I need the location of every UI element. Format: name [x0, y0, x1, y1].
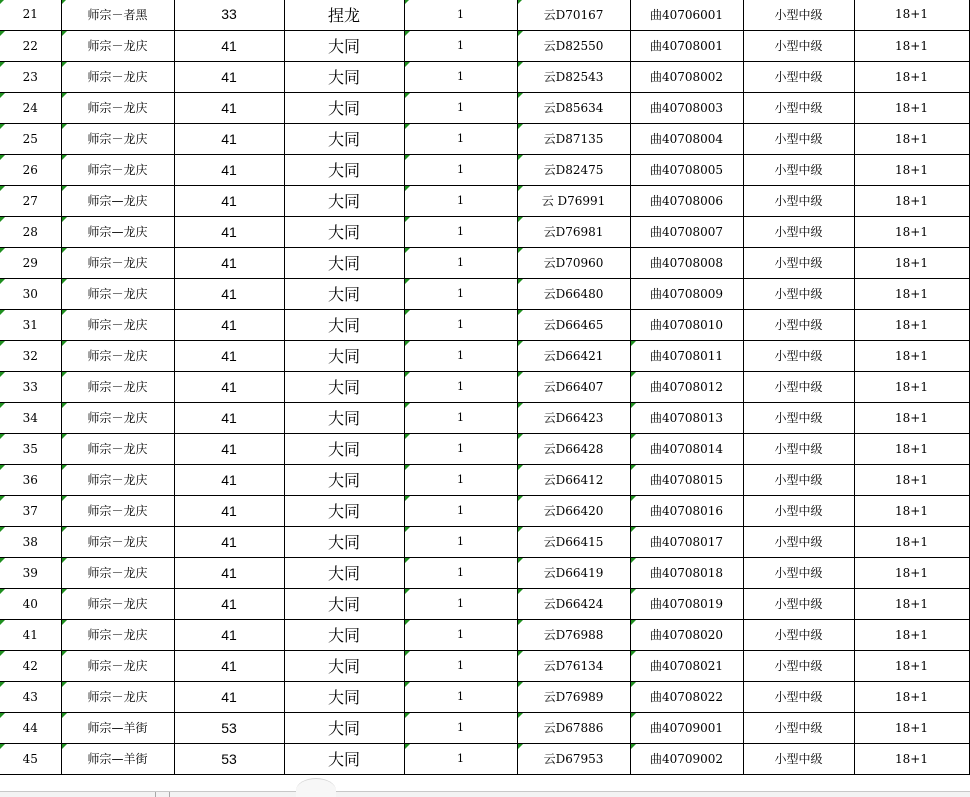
cell-seats[interactable]: 18+1 [854, 61, 969, 92]
table-row [0, 712, 969, 743]
cell-dest[interactable]: 大同 [284, 743, 404, 774]
cell-plate[interactable]: 云D82543 [517, 61, 630, 92]
cell-plate[interactable]: 云D66415 [517, 526, 630, 557]
cell-permit[interactable]: 曲40708004 [630, 123, 743, 154]
cell-permit[interactable]: 曲40708019 [630, 588, 743, 619]
cell-type[interactable]: 小型中级 [743, 92, 854, 123]
cell-dist[interactable]: 41 [174, 402, 284, 433]
cell-route[interactable]: 师宗—龙庆 [61, 216, 174, 247]
cell-count[interactable]: 1 [404, 712, 517, 743]
cell-dist[interactable]: 41 [174, 495, 284, 526]
cell-route[interactable]: 师宗－龙庆 [61, 309, 174, 340]
cell-count[interactable]: 1 [404, 123, 517, 154]
table-row [0, 650, 969, 681]
cell-plate[interactable]: 云D76981 [517, 216, 630, 247]
cell-route[interactable]: 师宗－龙庆 [61, 154, 174, 185]
cell-seats[interactable]: 18+1 [854, 557, 969, 588]
cell-plate[interactable]: 云D70167 [517, 0, 630, 30]
cell-route[interactable]: 师宗－龙庆 [61, 92, 174, 123]
cell-no[interactable]: 26 [0, 154, 61, 185]
column-marker [155, 792, 156, 797]
cell-count[interactable]: 1 [404, 495, 517, 526]
cell-type[interactable]: 小型中级 [743, 185, 854, 216]
cell-dest[interactable]: 大同 [284, 30, 404, 61]
cell-dest[interactable]: 大同 [284, 216, 404, 247]
cell-permit[interactable]: 曲40708006 [630, 185, 743, 216]
cell-dest[interactable]: 大同 [284, 340, 404, 371]
cell-plate[interactable]: 云D66423 [517, 402, 630, 433]
cell-dist[interactable]: 41 [174, 123, 284, 154]
cell-permit[interactable]: 曲40708010 [630, 309, 743, 340]
cell-permit[interactable]: 曲40708013 [630, 402, 743, 433]
cell-seats[interactable]: 18+1 [854, 0, 969, 30]
cell-no[interactable]: 42 [0, 650, 61, 681]
table-row [0, 154, 969, 185]
cell-plate[interactable]: 云D67953 [517, 743, 630, 774]
cell-route[interactable]: 师宗－龙庆 [61, 557, 174, 588]
cell-seats[interactable]: 18+1 [854, 371, 969, 402]
cell-type[interactable]: 小型中级 [743, 216, 854, 247]
cell-route[interactable]: 师宗－龙庆 [61, 650, 174, 681]
cell-permit[interactable]: 曲40708001 [630, 30, 743, 61]
cell-route[interactable]: 师宗－龙庆 [61, 588, 174, 619]
cell-route[interactable]: 师宗—羊街 [61, 743, 174, 774]
table-row [0, 619, 969, 650]
cell-seats[interactable]: 18+1 [854, 154, 969, 185]
cell-count[interactable]: 1 [404, 681, 517, 712]
cell-type[interactable]: 小型中级 [743, 743, 854, 774]
cell-type[interactable]: 小型中级 [743, 464, 854, 495]
cell-plate[interactable]: 云D66480 [517, 278, 630, 309]
cell-plate[interactable]: 云D66465 [517, 309, 630, 340]
cell-no[interactable]: 25 [0, 123, 61, 154]
cell-route[interactable]: 师宗－龙庆 [61, 61, 174, 92]
table-row [0, 371, 969, 402]
table-row [0, 278, 969, 309]
cell-seats[interactable]: 18+1 [854, 309, 969, 340]
cell-permit[interactable]: 曲40708014 [630, 433, 743, 464]
cell-dist[interactable]: 41 [174, 92, 284, 123]
cell-no[interactable]: 37 [0, 495, 61, 526]
cell-dist[interactable]: 33 [174, 0, 284, 30]
cell-dist[interactable]: 53 [174, 712, 284, 743]
cell-dest[interactable]: 大同 [284, 681, 404, 712]
cell-permit[interactable]: 曲40708016 [630, 495, 743, 526]
cell-plate[interactable]: 云D66421 [517, 340, 630, 371]
cell-route[interactable]: 师宗－龙庆 [61, 247, 174, 278]
cell-count[interactable]: 1 [404, 433, 517, 464]
cell-permit[interactable]: 曲40708003 [630, 92, 743, 123]
cell-count[interactable]: 1 [404, 340, 517, 371]
cell-dist[interactable]: 41 [174, 216, 284, 247]
table-row [0, 123, 969, 154]
cell-count[interactable]: 1 [404, 526, 517, 557]
cell-plate[interactable]: 云D67886 [517, 712, 630, 743]
cell-permit[interactable]: 曲40708012 [630, 371, 743, 402]
table-row [0, 185, 969, 216]
cell-count[interactable]: 1 [404, 154, 517, 185]
cell-seats[interactable]: 18+1 [854, 433, 969, 464]
cell-seats[interactable]: 18+1 [854, 495, 969, 526]
cell-type[interactable]: 小型中级 [743, 712, 854, 743]
cell-dist[interactable]: 41 [174, 185, 284, 216]
cell-seats[interactable]: 18+1 [854, 216, 969, 247]
cell-no[interactable]: 44 [0, 712, 61, 743]
cell-plate[interactable]: 云D66420 [517, 495, 630, 526]
cell-type[interactable]: 小型中级 [743, 0, 854, 30]
cell-dist[interactable]: 41 [174, 681, 284, 712]
cell-dist[interactable]: 41 [174, 309, 284, 340]
cell-dist[interactable]: 53 [174, 743, 284, 774]
cell-route[interactable]: 师宗－龙庆 [61, 681, 174, 712]
cell-dest[interactable]: 大同 [284, 309, 404, 340]
cell-permit[interactable]: 曲40708015 [630, 464, 743, 495]
cell-dist[interactable]: 41 [174, 433, 284, 464]
cell-permit[interactable]: 曲40708008 [630, 247, 743, 278]
table-row [0, 340, 969, 371]
cell-seats[interactable]: 18+1 [854, 92, 969, 123]
cell-dest[interactable]: 大同 [284, 433, 404, 464]
table-row [0, 0, 969, 30]
cell-permit[interactable]: 曲40708017 [630, 526, 743, 557]
cell-route[interactable]: 师宗—龙庆 [61, 185, 174, 216]
cell-route[interactable]: 师宗－龙庆 [61, 123, 174, 154]
cell-seats[interactable]: 18+1 [854, 712, 969, 743]
cell-dest[interactable]: 大同 [284, 619, 404, 650]
cell-permit[interactable]: 曲40708005 [630, 154, 743, 185]
cell-dist[interactable]: 41 [174, 61, 284, 92]
table-row [0, 216, 969, 247]
cell-dest[interactable]: 大同 [284, 588, 404, 619]
table-row [0, 30, 969, 61]
cell-permit[interactable]: 曲40708002 [630, 61, 743, 92]
cell-permit[interactable]: 曲40708009 [630, 278, 743, 309]
cell-route[interactable]: 师宗－龙庆 [61, 619, 174, 650]
cell-permit[interactable]: 曲40709001 [630, 712, 743, 743]
cell-permit[interactable]: 曲40706001 [630, 0, 743, 30]
cell-dest[interactable]: 大同 [284, 371, 404, 402]
cell-plate[interactable]: 云D76989 [517, 681, 630, 712]
cell-no[interactable]: 38 [0, 526, 61, 557]
cell-dest[interactable]: 捏龙 [284, 0, 404, 30]
cell-dest[interactable]: 大同 [284, 495, 404, 526]
table-row [0, 309, 969, 340]
cell-dest[interactable]: 大同 [284, 185, 404, 216]
cell-route[interactable]: 师宗－龙庆 [61, 340, 174, 371]
cell-type[interactable]: 小型中级 [743, 278, 854, 309]
cell-seats[interactable]: 18+1 [854, 650, 969, 681]
cell-no[interactable]: 39 [0, 557, 61, 588]
cell-no[interactable]: 40 [0, 588, 61, 619]
cell-count[interactable]: 1 [404, 61, 517, 92]
cell-dest[interactable]: 大同 [284, 712, 404, 743]
table-row [0, 61, 969, 92]
cell-plate[interactable]: 云D87135 [517, 123, 630, 154]
cell-route[interactable]: 师宗－者黑 [61, 0, 174, 30]
cell-type[interactable]: 小型中级 [743, 681, 854, 712]
cell-no[interactable]: 43 [0, 681, 61, 712]
cell-route[interactable]: 师宗－龙庆 [61, 495, 174, 526]
cell-type[interactable]: 小型中级 [743, 340, 854, 371]
cell-plate[interactable]: 云D66412 [517, 464, 630, 495]
cell-no[interactable]: 24 [0, 92, 61, 123]
cell-permit[interactable]: 曲40708021 [630, 650, 743, 681]
cell-dest[interactable]: 大同 [284, 526, 404, 557]
table-row [0, 402, 969, 433]
cell-type[interactable]: 小型中级 [743, 154, 854, 185]
cell-seats[interactable]: 18+1 [854, 619, 969, 650]
cell-type[interactable]: 小型中级 [743, 61, 854, 92]
cell-dest[interactable]: 大同 [284, 123, 404, 154]
cell-count[interactable]: 1 [404, 30, 517, 61]
cell-dist[interactable]: 41 [174, 588, 284, 619]
cell-seats[interactable]: 18+1 [854, 278, 969, 309]
cell-type[interactable]: 小型中级 [743, 650, 854, 681]
cell-route[interactable]: 师宗－龙庆 [61, 371, 174, 402]
cell-no[interactable]: 31 [0, 309, 61, 340]
cell-no[interactable]: 30 [0, 278, 61, 309]
table-row [0, 681, 969, 712]
table-row [0, 495, 969, 526]
cell-seats[interactable]: 18+1 [854, 588, 969, 619]
cell-dist[interactable]: 41 [174, 30, 284, 61]
cell-dist[interactable]: 41 [174, 557, 284, 588]
cell-seats[interactable]: 18+1 [854, 464, 969, 495]
cell-dest[interactable]: 大同 [284, 278, 404, 309]
table-row [0, 464, 969, 495]
cell-type[interactable]: 小型中级 [743, 433, 854, 464]
cell-count[interactable]: 1 [404, 619, 517, 650]
cell-type[interactable]: 小型中级 [743, 402, 854, 433]
cell-dest[interactable]: 大同 [284, 247, 404, 278]
cell-no[interactable]: 35 [0, 433, 61, 464]
cell-dist[interactable]: 41 [174, 526, 284, 557]
cell-dist[interactable]: 41 [174, 464, 284, 495]
cell-route[interactable]: 师宗－龙庆 [61, 30, 174, 61]
cell-no[interactable]: 34 [0, 402, 61, 433]
cell-type[interactable]: 小型中级 [743, 30, 854, 61]
cell-seats[interactable]: 18+1 [854, 681, 969, 712]
cell-dist[interactable]: 41 [174, 278, 284, 309]
cell-plate[interactable]: 云D76988 [517, 619, 630, 650]
cell-permit[interactable]: 曲40708011 [630, 340, 743, 371]
scroll-handle[interactable] [296, 778, 336, 797]
cell-count[interactable]: 1 [404, 371, 517, 402]
cell-plate[interactable]: 云D66407 [517, 371, 630, 402]
cell-dest[interactable]: 大同 [284, 154, 404, 185]
cell-type[interactable]: 小型中级 [743, 526, 854, 557]
cell-plate[interactable]: 云D82475 [517, 154, 630, 185]
cell-no[interactable]: 27 [0, 185, 61, 216]
cell-permit[interactable]: 曲40708020 [630, 619, 743, 650]
cell-type[interactable]: 小型中级 [743, 309, 854, 340]
cell-no[interactable]: 23 [0, 61, 61, 92]
cell-count[interactable]: 1 [404, 402, 517, 433]
cell-no[interactable]: 29 [0, 247, 61, 278]
cell-plate[interactable]: 云D70960 [517, 247, 630, 278]
cell-seats[interactable]: 18+1 [854, 402, 969, 433]
cell-dest[interactable]: 大同 [284, 557, 404, 588]
cell-type[interactable]: 小型中级 [743, 371, 854, 402]
cell-type[interactable]: 小型中级 [743, 247, 854, 278]
cell-dist[interactable]: 41 [174, 154, 284, 185]
cell-count[interactable]: 1 [404, 278, 517, 309]
cell-type[interactable]: 小型中级 [743, 588, 854, 619]
cell-count[interactable]: 1 [404, 216, 517, 247]
cell-type[interactable]: 小型中级 [743, 495, 854, 526]
cell-plate[interactable]: 云D82550 [517, 30, 630, 61]
cell-type[interactable]: 小型中级 [743, 557, 854, 588]
cell-dist[interactable]: 41 [174, 371, 284, 402]
cell-count[interactable]: 1 [404, 247, 517, 278]
cell-dest[interactable]: 大同 [284, 92, 404, 123]
cell-permit[interactable]: 曲40709002 [630, 743, 743, 774]
cell-permit[interactable]: 曲40708022 [630, 681, 743, 712]
cell-seats[interactable]: 18+1 [854, 743, 969, 774]
table-row [0, 92, 969, 123]
cell-dest[interactable]: 大同 [284, 61, 404, 92]
cell-count[interactable]: 1 [404, 557, 517, 588]
cell-no[interactable]: 28 [0, 216, 61, 247]
cell-dest[interactable]: 大同 [284, 402, 404, 433]
horizontal-scroll-area[interactable] [0, 791, 970, 797]
table-row [0, 588, 969, 619]
table-row [0, 433, 969, 464]
cell-dest[interactable]: 大同 [284, 464, 404, 495]
cell-route[interactable]: 师宗－龙庆 [61, 464, 174, 495]
cell-seats[interactable]: 18+1 [854, 123, 969, 154]
cell-plate[interactable]: 云D85634 [517, 92, 630, 123]
cell-seats[interactable]: 18+1 [854, 526, 969, 557]
cell-count[interactable]: 1 [404, 0, 517, 30]
cell-no[interactable]: 36 [0, 464, 61, 495]
table-row [0, 526, 969, 557]
cell-count[interactable]: 1 [404, 92, 517, 123]
cell-plate[interactable]: 云 D76991 [517, 185, 630, 216]
cell-no[interactable]: 33 [0, 371, 61, 402]
cell-no[interactable]: 32 [0, 340, 61, 371]
cell-permit[interactable]: 曲40708018 [630, 557, 743, 588]
cell-seats[interactable]: 18+1 [854, 247, 969, 278]
cell-route[interactable]: 师宗－龙庆 [61, 433, 174, 464]
cell-no[interactable]: 41 [0, 619, 61, 650]
cell-no[interactable]: 45 [0, 743, 61, 774]
column-marker [169, 792, 170, 797]
cell-route[interactable]: 师宗－龙庆 [61, 402, 174, 433]
cell-count[interactable]: 1 [404, 588, 517, 619]
cell-no[interactable]: 21 [0, 0, 61, 30]
table-row [0, 557, 969, 588]
cell-dest[interactable]: 大同 [284, 650, 404, 681]
cell-route[interactable]: 师宗－龙庆 [61, 526, 174, 557]
cell-seats[interactable]: 18+1 [854, 340, 969, 371]
cell-count[interactable]: 1 [404, 464, 517, 495]
cell-route[interactable]: 师宗—羊街 [61, 712, 174, 743]
cell-count[interactable]: 1 [404, 309, 517, 340]
cell-plate[interactable]: 云D66419 [517, 557, 630, 588]
cell-dist[interactable]: 41 [174, 247, 284, 278]
cell-type[interactable]: 小型中级 [743, 123, 854, 154]
cell-type[interactable]: 小型中级 [743, 619, 854, 650]
cell-dist[interactable]: 41 [174, 650, 284, 681]
cell-count[interactable]: 1 [404, 185, 517, 216]
cell-count[interactable]: 1 [404, 650, 517, 681]
cell-route[interactable]: 师宗－龙庆 [61, 278, 174, 309]
cell-seats[interactable]: 18+1 [854, 185, 969, 216]
cell-seats[interactable]: 18+1 [854, 30, 969, 61]
table-row [0, 743, 969, 774]
cell-plate[interactable]: 云D76134 [517, 650, 630, 681]
table-row [0, 247, 969, 278]
cell-count[interactable]: 1 [404, 743, 517, 774]
cell-no[interactable]: 22 [0, 30, 61, 61]
cell-dist[interactable]: 41 [174, 340, 284, 371]
cell-permit[interactable]: 曲40708007 [630, 216, 743, 247]
cell-plate[interactable]: 云D66424 [517, 588, 630, 619]
cell-plate[interactable]: 云D66428 [517, 433, 630, 464]
cell-dist[interactable]: 41 [174, 619, 284, 650]
